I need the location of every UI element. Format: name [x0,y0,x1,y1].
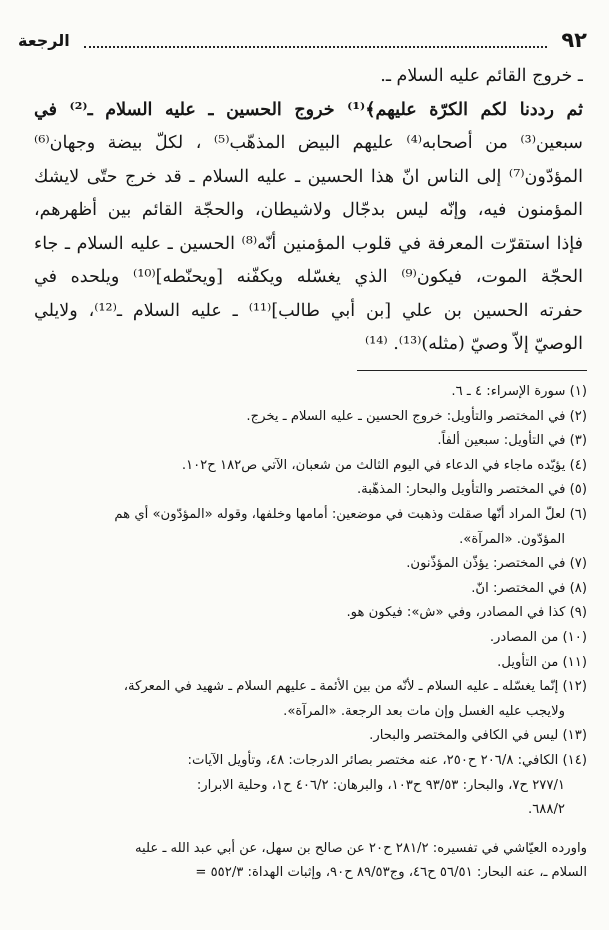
footnote: (١١) من التأويل. [497,654,587,670]
footnote-continuation: ولايجب عليه الغسل وإن مات بعد الرجعة. «المرآة». [283,703,565,719]
body-line: المؤدّون⁽⁷⁾ إلى الناس انّ هذا الحسين ـ عليه السلام ـ قد خرج حتّى لايشك [34,166,583,187]
body-line: الوصيّ إلاّ وصيّ (مثله)⁽¹³⁾. ⁽¹⁴⁾ [364,334,583,354]
body-line: الحجّة الموت، فيكون⁽⁹⁾ الذي يغسّله ويكفّنه [ويحنّطه]⁽¹⁰⁾ ويلحده في [34,267,583,287]
footnote: (٤) يؤيّده ماجاء في الدعاء في اليوم الثالث من شعبان، الآتي ص١٨٢ ح١٠٢. [181,457,587,473]
footnote-extra: السلام ـ، عنه البحار: ٥٦/٥١ ح٤٦، وج٨٩/٥٣ ح٩٠، وإثبات الهداة: ٥٥٢/٣ = [195,865,587,881]
footnote-separator [357,370,587,371]
page-header [18,26,587,54]
footnote: (١٠) من المصادر. [489,629,587,645]
footnote: (٦) لعلّ المراد أنّها صقلت وذهبت في موضعين: أمامها وخلفها، وقوله «المؤدّون» أي هم [114,506,587,522]
footnote-continuation: ٦٨٨/٢. [528,802,565,818]
footnote-gap [26,823,587,837]
main-text [34,60,583,362]
footnote: (١٣) ليس في الكافي والمختصر والبحار. [369,728,587,744]
body-line: سبعين⁽³⁾ من أصحابه⁽⁴⁾ عليهم البيض المذهّب⁽⁵⁾ ، لكلّ بيضة وجهان⁽⁶⁾ [34,133,583,153]
footnote: (١) سورة الإسراء: ٤ ـ ٦. [451,384,587,399]
header-dotted-leader [84,32,548,48]
footnote: (١٢) إنّما يغسّله ـ عليه السلام ـ لأنّه من بين الأئمة ـ عليهم السلام ـ شهيد في المعركة، [123,679,587,695]
footnote-continuation: ٢٧٧/١ ح٧، والبحار: ٩٣/٥٣ ح١٠٣، والبرهان: ٤٠٦/٢ ح١، وحلية الابرار: [196,777,565,793]
footnote-continuation: المؤدّون. «المرآة». [459,531,565,547]
footnote: (٩) كذا في المصادر، وفي «ش»: فيكون هو. [346,605,587,621]
footnote: (٣) في التأويل: سبعين ألفاً. [437,433,587,449]
body-line: ـ خروج القائم عليه السلام ـ. [380,66,583,86]
footnote: (٧) في المختصر: يؤذّن المؤذّنون. [406,556,587,572]
running-title: الرجعة [18,30,70,50]
footnote: (١٤) الكافي: ٢٠٦/٨ ح٢٥٠، عنه مختصر بصائر الدرجات: ٤٨، وتأويل الآيات: [187,752,587,768]
footnote: (٢) في المختصر والتأويل: خروج الحسين ـ عليه السلام ـ يخرج. [246,408,587,424]
body-line: ثم رددنا لكم الكرّة عليهم﴾⁽¹⁾ خروج الحسين ـ عليه السلام ـ⁽²⁾ في [34,99,583,120]
footnote: (٨) في المختصر: انّ. [471,580,587,596]
body-line: المؤمنون فيه، وإنّه ليس بدجّال ولاشيطان، والحجّة القائم بين أظهرهم، [34,200,583,220]
body-line: حفرته الحسين بن علي [بن أبي طالب]⁽¹¹⁾ ـ عليه السلام ـ⁽¹²⁾، ولايلي [34,300,583,321]
footnotes [26,380,587,886]
page-number: ٩٢ [561,28,587,52]
footnote: (٥) في المختصر والتأويل والبحار: المذهّبة. [356,482,587,498]
body-line: فإذا استقرّت المعرفة في قلوب المؤمنين أنّه⁽⁸⁾ الحسين ـ عليه السلام ـ جاء [34,233,583,254]
footnote-extra: واورده العيّاشي في تفسيره: ٢٨١/٢ ح٢٠ عن صالح بن سهل، عن أبي عبد الله ـ عليه [134,840,587,856]
